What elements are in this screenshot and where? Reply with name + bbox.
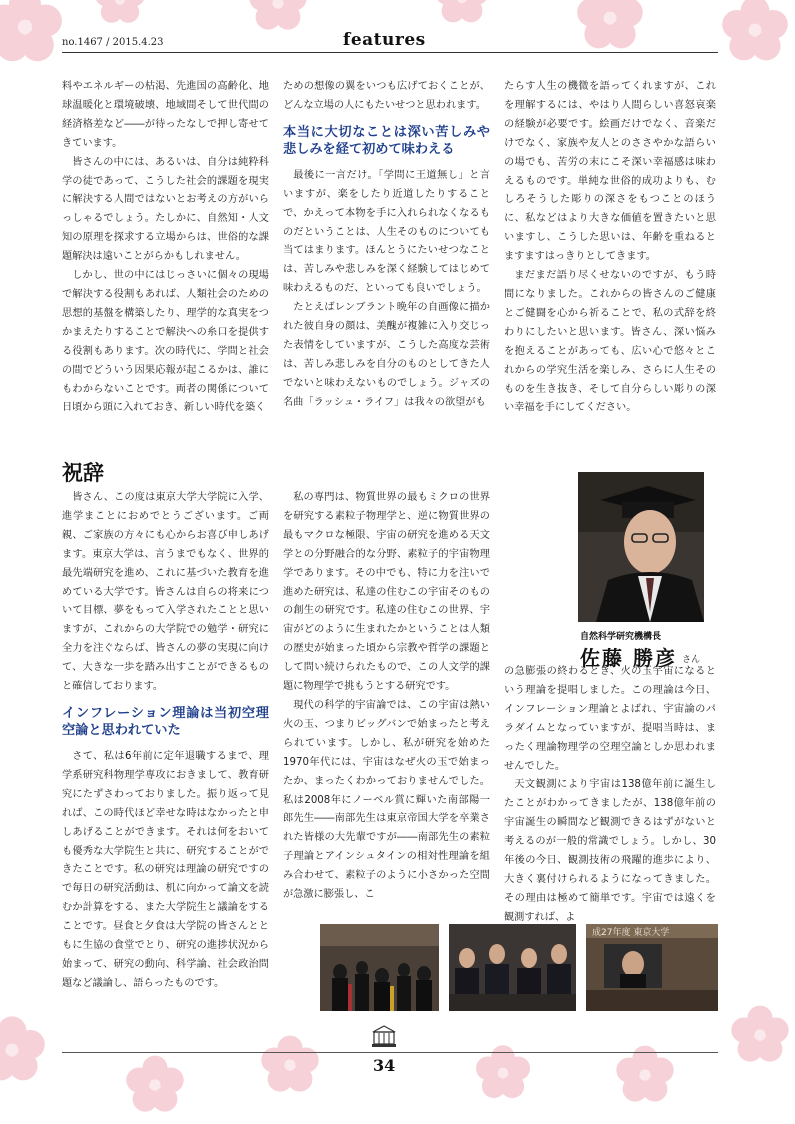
paragraph: 私の専門は、物質世界の最もミクロの世界を研究する素粒子物理学と、逆に物質世界の最もマクロな極限、宇宙の研究を進める天文学との分野融合的な分野、素粒子的宇宙物理学であります。その中でも、特に力を注いで進めた研究は、私達の住むこの宇宙そのものの創生の研究です。私達の住むこの世界、宇宙がどのように生まれたかということは人類の歴史が始まった頃から宗教や哲学の課題として問い続けられたもので、この人文学的課題に物理学で挑もうとする研究です。 <box>283 492 490 693</box>
speaker-honorific: さん <box>682 655 701 665</box>
banner-text: 成27年度 東京大学 <box>592 928 670 938</box>
article-column-2 <box>283 78 490 430</box>
university-emblem-icon <box>369 1024 399 1050</box>
congratulatory-address-title: 祝辞 <box>62 460 104 485</box>
cherry-blossom-icon <box>0 1010 52 1090</box>
paragraph: 皆さんの中には、あるいは、自分は純粋科学の徒であって、こうした社会的課題を現実に解決する人間ではないとお考えの方がいらっしゃるでしょう。たしかに、自然知・人文知の原理を探求する立場からは、世俗的な課題解決は遠いことがらかもしれません。 <box>62 156 269 263</box>
cherry-blossom-icon <box>90 0 150 30</box>
paragraph: たらす人生の機微を語ってくれますが、これを理解するには、やはり人間らしい喜怒哀楽の経験が必要です。絵画だけでなく、音楽だけでなく、家族や友人とのささやかな語らいの場でも、苦労の末にこそ深い幸福感は味わえるものです。単純な世俗的成功よりも、むしろそうした彫りの深さをもつことのほうに、私などはより大きな価値を置きたいと思いますし、こうした思いは、年齢を重ねるとますますはっきりとしてきます。 <box>504 81 716 263</box>
cherry-blossom-icon <box>430 0 494 30</box>
cherry-blossom-icon <box>610 1040 680 1110</box>
footer-divider <box>62 1052 718 1053</box>
cherry-blossom-icon <box>725 1000 795 1070</box>
paragraph: 天文観測により宇宙は138億年前に誕生したことがわかってきましたが、138億年前の宇宙誕生の瞬間など観測できるはずがないと考えるのが一般的常識でしょう。しかし、30年後の今日、観測技術の飛躍的進歩により、大きく裏付けられるようになってきました。その理由は極めて簡単です。宇宙では遠くを観測すれば、よ <box>504 779 716 923</box>
cherry-blossom-icon <box>255 1030 325 1100</box>
article-column-1 <box>62 78 269 430</box>
page-number: 34 <box>373 1056 396 1075</box>
speaker-name: 佐藤 勝彦 <box>580 646 677 670</box>
cherry-blossom-icon <box>570 0 650 58</box>
paragraph: たとえばレンブラント晩年の自画像に描かれた彼自身の顔は、美醜が複雑に入り交じった表情をしていますが、こうした高度な芸術は、苦しみ悲しみを自分のものとしてきた人でないと味わえないものでしょう。ジャズの名曲「ラッシュ・ライフ」は我々の欲望がも <box>283 302 490 408</box>
speaker-affiliation: 自然科学研究機構長 <box>580 632 662 642</box>
cherry-blossom-icon <box>0 0 70 72</box>
paragraph: ための想像の翼をいつも広げておくことが、どんな立場の人にもたいせつと思われます。 <box>283 81 490 111</box>
paragraph: しかし、世の中にはじっさいに個々の現場で解決する役割もあれば、人類社会のための思想的基盤を構築したり、理学的な真実をつかまえたりすることで解決への糸口を提供する役割もあります。次の時代に、学問と社会の間でどういう因果応報が起こるかは、誰にもわからないことです。両者の関係について日頃から頭に入れておき、新しい時代を築く <box>62 270 269 414</box>
address-column-3 <box>504 663 716 923</box>
speaker-portrait <box>578 472 704 622</box>
section-heading: インフレーション理論は当初空理空論と思われていた <box>62 705 269 739</box>
paragraph: 料やエネルギーの枯渇、先進国の高齢化、地球温暖化と環境破壊、地域間そして世代間の経済格差など――が待ったなしで押し寄せてきています。 <box>62 81 269 149</box>
ceremony-photo-audience <box>320 924 439 1011</box>
header-divider <box>62 52 718 53</box>
issue-label: no.1467 / 2015.4.23 <box>62 37 164 48</box>
ceremony-photo-stage-screen <box>586 924 718 1011</box>
cherry-blossom-icon <box>243 0 313 38</box>
cherry-blossom-icon <box>715 0 795 70</box>
section-title: features <box>343 30 426 50</box>
paragraph: 最後に一言だけ。「学問に王道無し」と言いますが、楽をしたり近道したりすることで、かえって本物を手に入れられなくなるものだということは、人生そのものについても当てはまります。ほんとうにたいせつなことは、苦しみや悲しみを深く経験してはじめて味わえるものだ、といっても良いでしょう。 <box>283 169 490 295</box>
ceremony-photo-students <box>449 924 576 1011</box>
cherry-blossom-icon <box>470 1040 536 1106</box>
paragraph: 皆さん、この度は東京大学大学院に入学、進学まことにおめでとうございます。ご両親、ご家族の方々にも心からお喜び申しあげます。東京大学は、言うまでもなく、世界的最先端研究を進め、これに基づいた教育を進めている大学です。皆さんは自らの将来について目標、夢をもって入学されたことと思いますが、これからの大学院での勉学・研究に全力を注ぐならば、皆さんの夢の実現に向けて、大きな一歩を踏み出すことができるものと確信しております。 <box>62 492 269 693</box>
section-heading: 本当に大切なことは深い苦しみや悲しみを経て初めて味わえる <box>283 124 490 158</box>
article-column-3 <box>504 78 716 430</box>
address-column-1 <box>62 489 269 999</box>
paragraph: の急膨張の終わるとき、火の玉宇宙になるという理論を提唱しました。この理論は今日、インフレーション理論とよばれ、宇宙論のパラダイムとなっていますが、提唱当時は、まったく理論物理学の空理空論としか思われませんでした。 <box>504 666 716 772</box>
paragraph: まだまだ語り尽くせないのですが、もう時間になりました。これからの皆さんのご健康とご健闘を心から祈ることで、私の式辞を終わりにしたいと思います。皆さん、深い悩みを抱えることがあっても、広い心で悠々とこれからの学究生活を楽しみ、さらに人生そのものを生き抜き、そして自分らしい彫りの深い幸福を手にしてください。 <box>504 270 716 414</box>
address-column-2 <box>283 489 490 899</box>
paragraph: 現代の科学的宇宙論では、この宇宙は熱い火の玉、つまりビッグバンで始まったと考えられています。しかし、私が研究を始めた1970年代には、宇宙はなぜ火の玉で始まったか、まったくわかっておりませんでした。私は2008年にノーベル賞に輝いた南部陽一郎先生――南部先生は東京帝国大学を卒業された皆様の大先輩ですが――南部先生の素粒子理論とアインシュタインの相対性理論を組み合わせて、素粒子のように小さかった空間が急激に膨張し、こ <box>283 699 490 901</box>
paragraph: さて、私は6年前に定年退職するまで、理学系研究科物理学専攻におきまして、教育研究にたずさわっておりました。振り返って見れば、この時代ほど幸せな時はなかったと申しあげることができます。それは何をおいても優秀な大学院生と共に、研究することができたことです。私の研究は理論の研究ですので毎日の研究活動は、机に向かって論文を読むか計算をする、また大学院生と議論をすることです。昼食と夕食は大学院の皆さんとともに生協の食堂でとり、研究の進捗状況から始まって、研究の動向、科学論、社会政治問題など議論し、語らったものです。 <box>62 750 269 989</box>
cherry-blossom-icon <box>120 1050 190 1120</box>
